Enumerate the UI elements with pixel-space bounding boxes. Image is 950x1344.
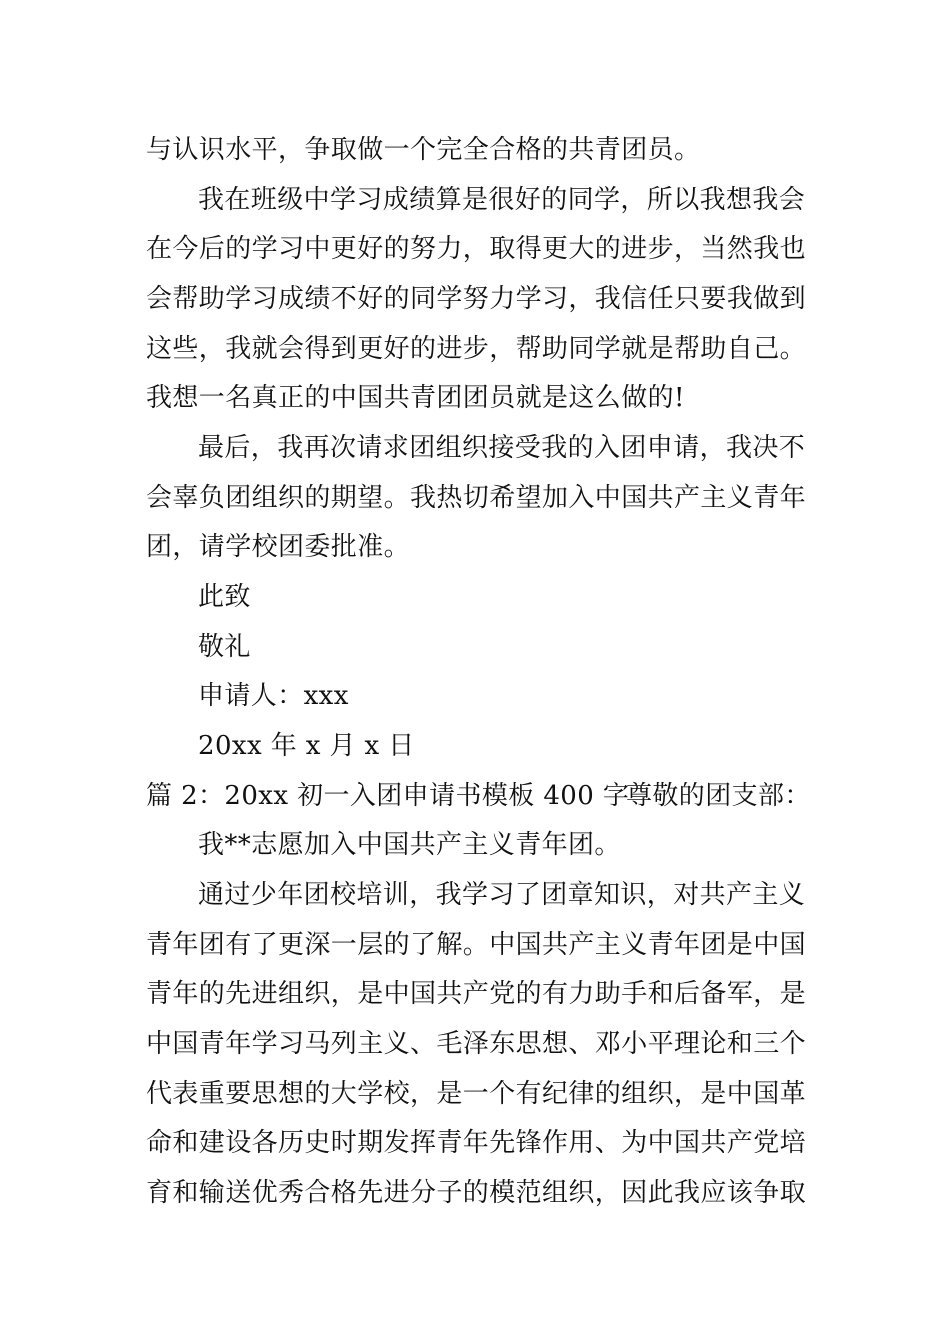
paragraph-first-line: 通过少年团校培训，我学习了团章知识，对共产主义 [198,880,806,910]
paragraph-first-line: 我**志愿加入中国共产主义青年团。 [198,830,621,860]
text-line: 会辜负团组织的期望。我热切希望加入中国共产主义青年 [146,483,807,513]
text-line: 命和建设各历史时期发挥青年先锋作用、为中国共产党培 [146,1128,807,1158]
applicant-signature: 申请人：xxx [198,681,349,711]
paragraph-first-line: 我在班级中学习成绩算是很好的同学，所以我想我会 [198,185,806,215]
text-line: 育和输送优秀合格先进分子的模范组织，因此我应该争取 [146,1178,807,1208]
closing-regards: 敬礼 [198,632,251,662]
text-line: 青年团有了更深一层的了解。中国共产主义青年团是中国 [146,930,807,960]
text-line: 中国青年学习马列主义、毛泽东思想、邓小平理论和三个 [146,1029,807,1059]
text-line: 会帮助学习成绩不好的同学努力学习，我信任只要我做到 [146,284,807,314]
text-line: 青年的先进组织，是中国共产党的有力助手和后备军，是 [146,979,807,1009]
paragraph-first-line: 最后，我再次请求团组织接受我的入团申请，我决不 [198,433,806,463]
text-line: 与认识水平，争取做一个完全合格的共青团员。 [146,135,701,165]
text-line: 代表重要思想的大学校，是一个有纪律的组织，是中国革 [146,1079,807,1109]
letter-salutation: 尊敬的团支部： [626,781,811,811]
text-line: 在今后的学习中更好的努力，取得更大的进步，当然我也 [146,234,807,264]
text-line: 我想一名真正的中国共青团团员就是这么做的! [146,383,685,413]
text-line: 团，请学校团委批准。 [146,532,411,562]
closing-salutation: 此致 [198,582,251,612]
text-line: 这些，我就会得到更好的进步，帮助同学就是帮助自己。 [146,334,807,364]
application-date: 20xx 年 x 月 x 日 [198,731,415,761]
section-heading: 篇 2：20xx 初一入团申请书模板 400 字 [146,781,630,811]
